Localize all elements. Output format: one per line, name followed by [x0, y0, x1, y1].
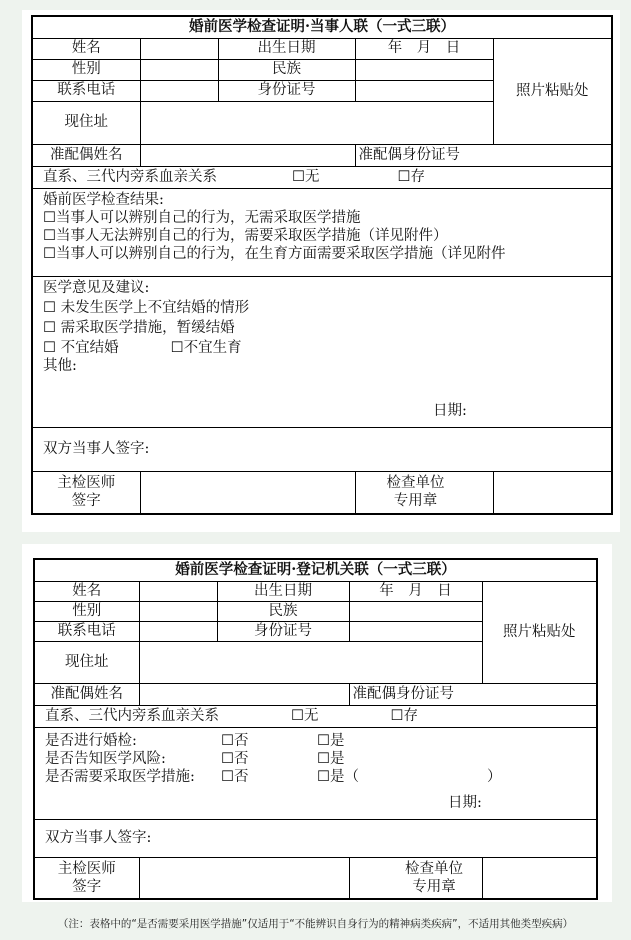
- id-field[interactable]: [349, 621, 482, 641]
- unit-label-1: 检查单位: [386, 475, 445, 492]
- birth-date-field[interactable]: 年 月 日: [355, 38, 493, 59]
- doctor-signature-field[interactable]: [139, 857, 349, 899]
- date-label: 日期:: [433, 403, 467, 420]
- doctor-signature-field[interactable]: [140, 471, 355, 514]
- result-option-3[interactable]: ☐当事人可以辨别自己的行为，在生育方面需要采取医学措施（详见附件: [43, 245, 506, 262]
- birth-label: 出生日期: [218, 38, 355, 59]
- exam-result-section: [32, 188, 612, 276]
- name-label: 姓名: [32, 38, 140, 59]
- phone-label: 联系电话: [34, 621, 139, 641]
- relation-label: 直系、三代内旁系血亲关系: [43, 168, 217, 185]
- q2-no-checkbox[interactable]: ☐否: [221, 750, 249, 767]
- q2-label: 是否告知医学风险:: [45, 750, 166, 767]
- signature-label: 双方当事人签字:: [45, 829, 152, 846]
- q3-label: 是否需要采取医学措施:: [45, 768, 195, 785]
- form-party-table: [31, 15, 613, 515]
- q1-no-checkbox[interactable]: ☐否: [221, 732, 249, 749]
- phone-field[interactable]: [140, 80, 218, 101]
- spouse-id-label: 准配偶身份证号: [352, 685, 454, 702]
- unit-stamp-field[interactable]: [493, 471, 612, 514]
- address-label: 现住址: [34, 641, 139, 683]
- relation-row: [32, 166, 612, 188]
- form-title: 婚前医学检查证明·当事人联（一式三联）: [32, 16, 612, 38]
- doctor-label-1: 主检医师: [57, 860, 116, 877]
- form-registry-copy: [22, 544, 612, 902]
- phone-label: 联系电话: [32, 80, 140, 101]
- ethnicity-label: 民族: [218, 59, 355, 80]
- doctor-label-2: 签字: [71, 493, 101, 510]
- exam-result-heading: 婚前医学检查结果:: [43, 191, 164, 208]
- result-option-2[interactable]: ☐当事人无法辨别自己的行为，需要采取医学措施（详见附件）: [43, 227, 448, 244]
- unit-label-2: 专用章: [393, 493, 438, 510]
- date-label: 日期:: [448, 795, 482, 812]
- birth-label: 出生日期: [217, 581, 349, 601]
- result-option-1[interactable]: ☐当事人可以辨别自己的行为，无需采取医学措施: [43, 209, 361, 226]
- q1-label: 是否进行婚检:: [45, 732, 137, 749]
- name-field[interactable]: [139, 581, 217, 601]
- gender-field[interactable]: [139, 601, 217, 621]
- address-field[interactable]: [140, 101, 493, 144]
- spouse-id-cell: [349, 683, 597, 705]
- spouse-id-cell: [355, 144, 612, 166]
- q2-yes-checkbox[interactable]: ☐是: [317, 750, 345, 767]
- exam-questions-section: [34, 727, 597, 819]
- ethnicity-field[interactable]: [349, 601, 482, 621]
- relation-row: [34, 705, 597, 727]
- advice-unfit-marriage[interactable]: ☐ 不宜结婚: [43, 339, 119, 356]
- spouse-id-label: 准配偶身份证号: [358, 146, 460, 163]
- spouse-name-field[interactable]: [140, 144, 355, 166]
- gender-field[interactable]: [140, 59, 218, 80]
- medical-advice-section: [32, 276, 612, 427]
- relation-yes-checkbox[interactable]: ☐存: [390, 707, 418, 724]
- advice-heading: 医学意见及建议:: [43, 279, 150, 296]
- signature-label: 双方当事人签字:: [43, 440, 150, 457]
- spouse-name-label: 准配偶姓名: [32, 144, 140, 166]
- name-label: 姓名: [34, 581, 139, 601]
- relation-no-checkbox[interactable]: ☐无: [291, 707, 319, 724]
- id-field[interactable]: [355, 80, 493, 101]
- advice-option-1[interactable]: ☐ 未发生医学上不宜结婚的情形: [43, 299, 250, 316]
- signature-row: [32, 427, 612, 471]
- ethnicity-field[interactable]: [355, 59, 493, 80]
- id-label: 身份证号: [218, 80, 355, 101]
- signature-row: [34, 819, 597, 857]
- form-title: 婚前医学检查证明·登记机关联（一式三联）: [34, 559, 597, 581]
- address-label: 现住址: [32, 101, 140, 144]
- name-field[interactable]: [140, 38, 218, 59]
- relation-no-checkbox[interactable]: ☐无: [292, 168, 320, 185]
- relation-yes-checkbox[interactable]: ☐存: [397, 168, 425, 185]
- q1-yes-checkbox[interactable]: ☐是: [317, 732, 345, 749]
- q3-close-paren: ）: [487, 768, 502, 785]
- advice-option-2[interactable]: ☐ 需采取医学措施，暂缓结婚: [43, 319, 235, 336]
- spouse-name-field[interactable]: [139, 683, 349, 705]
- spouse-name-label: 准配偶姓名: [34, 683, 139, 705]
- q3-no-checkbox[interactable]: ☐否: [221, 768, 249, 785]
- photo-area: 照片粘贴处: [482, 581, 597, 683]
- unit-stamp-field[interactable]: [482, 857, 597, 899]
- unit-label-1: 检查单位: [405, 860, 463, 877]
- doctor-label-1: 主检医师: [57, 475, 116, 492]
- q3-yes-checkbox[interactable]: ☐是（: [317, 768, 359, 785]
- doctor-label-cell: [32, 471, 140, 514]
- photo-area: 照片粘贴处: [493, 38, 612, 144]
- relation-label: 直系、三代内旁系血亲关系: [45, 707, 219, 724]
- other-label: 其他:: [43, 358, 77, 374]
- unit-label-cell: [355, 471, 493, 514]
- doctor-label-2: 签字: [72, 878, 102, 895]
- form-registry-table: [33, 558, 598, 900]
- gender-label: 性别: [34, 601, 139, 621]
- gender-label: 性别: [32, 59, 140, 80]
- ethnicity-label: 民族: [217, 601, 349, 621]
- birth-date-field[interactable]: 年 月 日: [349, 581, 482, 601]
- form-party-copy: [22, 10, 620, 532]
- id-label: 身份证号: [217, 621, 349, 641]
- unit-label-2: 专用章: [412, 878, 456, 895]
- advice-unfit-birth[interactable]: ☐不宜生育: [170, 339, 242, 356]
- address-field[interactable]: [139, 641, 482, 683]
- phone-field[interactable]: [139, 621, 217, 641]
- footnote: （注：表格中的“是否需要采用医学措施”仅适用于“不能辨识自身行为的精神病类疾病”，不适用其他类型疾病）: [57, 918, 574, 930]
- doctor-label-cell: [34, 857, 139, 899]
- unit-label-cell: [349, 857, 482, 899]
